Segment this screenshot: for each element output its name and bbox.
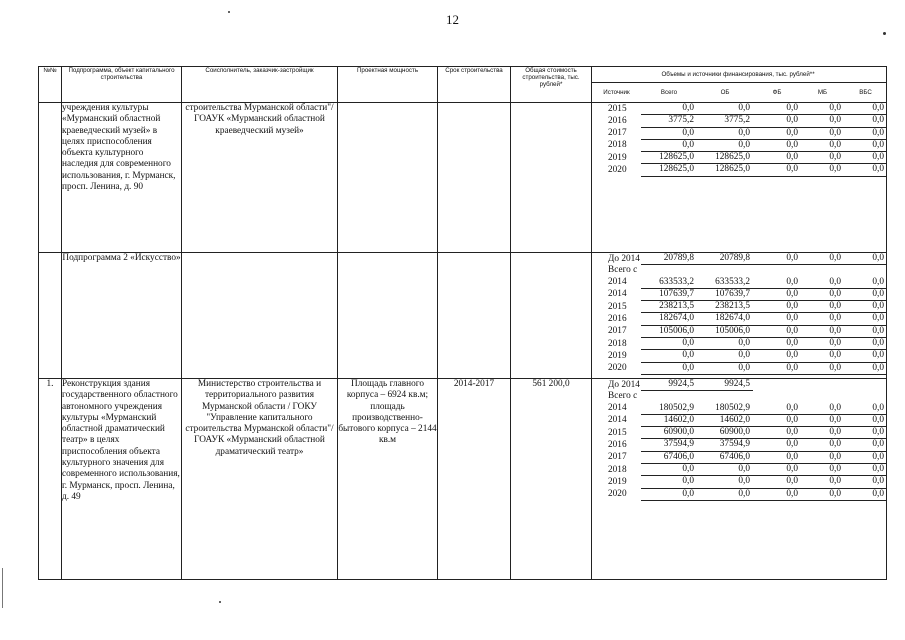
financing-value-cell: 0,0 [641, 464, 697, 476]
scan-speck [883, 32, 886, 35]
financing-value-cell: 0,0 [801, 277, 844, 289]
row-theatre-term: 2014-2017 [438, 379, 511, 580]
financing-value-cell [844, 391, 887, 403]
financing-value-cell: 0,0 [844, 313, 887, 325]
financing-value-cell: 633533,2 [697, 277, 753, 289]
financing-value-cell [641, 265, 697, 277]
financing-value-cell: 0,0 [801, 288, 844, 300]
financing-source-cell: Всего с [608, 391, 638, 402]
financing-value-cell: 105006,0 [697, 325, 753, 337]
financing-value-cell: 60900,0 [641, 427, 697, 439]
financing-value-cell [641, 391, 697, 403]
financing-value-cell: 0,0 [753, 164, 801, 176]
financing-value-cell: 0,0 [753, 350, 801, 362]
financing-source-cell: 2014 [608, 415, 627, 426]
financing-value-cell: 107639,7 [697, 288, 753, 300]
financing-value-cell: 0,0 [844, 164, 887, 176]
row-museum-num [39, 103, 62, 253]
financing-value-cell: 0,0 [801, 152, 844, 164]
financing-row [592, 379, 887, 391]
financing-value-cell [844, 265, 887, 277]
financing-value-cell: 0,0 [753, 464, 801, 476]
financing-value-cell: 0,0 [753, 115, 801, 127]
financing-row [592, 152, 887, 164]
row-subprogram-2 [39, 253, 887, 379]
financing-value-cell: 128625,0 [641, 164, 697, 176]
financing-source-cell: 2014 [608, 277, 627, 288]
financing-value-cell: 9924,5 [641, 379, 697, 391]
financing-source-cell: 2020 [608, 363, 627, 374]
financing-value-cell [801, 379, 844, 391]
financing-value-cell: 105006,0 [641, 325, 697, 337]
financing-value-cell: 0,0 [641, 127, 697, 139]
scan-speck [228, 11, 230, 13]
financing-value-cell: 0,0 [844, 414, 887, 426]
financing-row [592, 439, 887, 451]
financing-row [592, 127, 887, 139]
financing-row [592, 338, 887, 350]
financing-value-cell: 20789,8 [697, 253, 753, 265]
financing-source-cell: 2016 [608, 115, 627, 126]
header-financing [592, 67, 887, 103]
row-subprogram-2-num [39, 253, 62, 379]
financing-source-cell: 2020 [608, 164, 627, 175]
financing-source-cell: 2018 [608, 140, 627, 151]
financing-value-cell: 3775,2 [641, 115, 697, 127]
header-term: Срок строительства [438, 67, 511, 103]
financing-value-cell: 0,0 [801, 464, 844, 476]
row-museum-capacity [338, 103, 438, 253]
financing-value-cell: 0,0 [753, 103, 801, 115]
financing-value-cell: 0,0 [844, 253, 887, 265]
financing-value-cell: 0,0 [801, 439, 844, 451]
header-num: №№ [39, 67, 62, 103]
financing-value-cell: 0,0 [801, 338, 844, 350]
financing-value-cell: 0,0 [753, 288, 801, 300]
financing-value-cell: 0,0 [641, 338, 697, 350]
financing-row [592, 464, 887, 476]
header-cost: Общая стоимость строительства, тыс. рублей* [511, 67, 592, 103]
financing-value-cell: 0,0 [753, 403, 801, 415]
financing-value-cell: 0,0 [801, 164, 844, 176]
financing-value-cell: 20789,8 [641, 253, 697, 265]
financing-value-cell: 0,0 [801, 414, 844, 426]
financing-value-cell: 0,0 [801, 403, 844, 415]
financing-row [592, 427, 887, 439]
financing-value-cell: 180502,9 [697, 403, 753, 415]
financing-value-cell: 182674,0 [641, 313, 697, 325]
financing-value-cell: 0,0 [844, 403, 887, 415]
financing-value-cell: 0,0 [641, 103, 697, 115]
header-subprogram: Подпрограмма, объект капитального строительства [62, 67, 182, 103]
financing-value-cell: 9924,5 [697, 379, 753, 391]
financing-value-cell: 180502,9 [641, 403, 697, 415]
financing-source-cell: 2014 [608, 289, 627, 300]
financing-value-cell: 0,0 [641, 350, 697, 362]
financing-value-cell: 0,0 [641, 139, 697, 151]
financing-value-cell: 0,0 [753, 139, 801, 151]
financing-row [592, 391, 887, 403]
financing-source-cell: 2017 [608, 128, 627, 139]
financing-source-cell: 2019 [608, 350, 627, 361]
financing-value-cell: 0,0 [753, 476, 801, 488]
financing-value-cell: 0,0 [844, 427, 887, 439]
financing-value-cell: 0,0 [844, 350, 887, 362]
header-row [39, 67, 887, 103]
financing-row [592, 313, 887, 325]
financing-value-cell: 0,0 [753, 362, 801, 374]
financing-source-cell: 2019 [608, 152, 627, 163]
financing-source-cell: 2020 [608, 489, 627, 500]
subheader-cell: Источник [603, 89, 630, 97]
financing-value-cell [801, 265, 844, 277]
financing-row [592, 403, 887, 415]
financing-source-cell: 2015 [608, 301, 627, 312]
financing-value-cell: 0,0 [801, 103, 844, 115]
row-subprogram-2-cost [511, 253, 592, 379]
financing-value-cell: 0,0 [844, 325, 887, 337]
financing-value-cell: 0,0 [697, 488, 753, 500]
row-museum-financing [592, 103, 887, 253]
financing-value-cell: 0,0 [753, 325, 801, 337]
row-subprogram-2-term [438, 253, 511, 379]
financing-value-cell: 0,0 [844, 103, 887, 115]
page-number: 12 [446, 12, 459, 27]
financing-row [592, 476, 887, 488]
scan-edge-mark [2, 568, 3, 608]
financing-value-cell: 0,0 [753, 488, 801, 500]
financing-value-cell [753, 265, 801, 277]
subprogram-2-title: Подпрограмма 2 «Искусство» [62, 253, 182, 379]
financing-source-cell: 2018 [608, 338, 627, 349]
financing-row [592, 301, 887, 313]
financing-value-cell: 3775,2 [697, 115, 753, 127]
financing-value-cell: 67406,0 [697, 451, 753, 463]
financing-value-cell: 0,0 [801, 313, 844, 325]
financing-value-cell [844, 379, 887, 391]
financing-value-cell: 60900,0 [697, 427, 753, 439]
financing-source-cell: 2017 [608, 326, 627, 337]
subheader-cell: ФБ [772, 89, 782, 97]
financing-source-cell: 2015 [608, 103, 627, 114]
subheader-cell: ВБС [859, 89, 872, 97]
financing-value-cell: 0,0 [697, 362, 753, 374]
financing-value-cell: 37594,9 [641, 439, 697, 451]
financing-source-cell: 2014 [608, 403, 627, 414]
financing-value-cell: 128625,0 [641, 152, 697, 164]
header-volumes: Объемы и источники финансирования, тыс. рублей** [592, 67, 887, 83]
financing-value-cell: 0,0 [697, 338, 753, 350]
financing-value-cell: 0,0 [801, 362, 844, 374]
financing-value-cell: 14602,0 [641, 414, 697, 426]
financing-value-cell: 0,0 [844, 362, 887, 374]
financing-value-cell [697, 391, 753, 403]
financing-value-cell: 0,0 [753, 277, 801, 289]
financing-source-cell: До 2014 [608, 379, 640, 390]
financing-value-cell [753, 379, 801, 391]
financing-source-cell: 2017 [608, 452, 627, 463]
financing-value-cell: 0,0 [753, 301, 801, 313]
financing-value-cell: 0,0 [801, 115, 844, 127]
row-theatre-object: Реконструкция здания государственного областного автономного учреждения культуры «Мурманский областной драматический театр» в целях приспособления объекта культурного значения для современного использования, г. Мурманск, просп. Ленина, д. 49 [62, 379, 182, 580]
header-executor: Соисполнитель, заказчик-застройщик [182, 67, 338, 103]
financing-value-cell: 0,0 [844, 488, 887, 500]
financing-value-cell: 0,0 [844, 439, 887, 451]
row-museum-cost [511, 103, 592, 253]
financing-value-cell: 0,0 [697, 464, 753, 476]
financing-value-cell: 0,0 [697, 139, 753, 151]
subheader-cell: ОБ [720, 89, 730, 97]
financing-value-cell: 0,0 [753, 451, 801, 463]
financing-value-cell: 0,0 [801, 427, 844, 439]
financing-value-cell: 0,0 [753, 152, 801, 164]
row-museum [39, 103, 887, 253]
financing-value-cell: 0,0 [844, 451, 887, 463]
financing-row [592, 325, 887, 337]
financing-row [592, 277, 887, 289]
financing-value-cell: 107639,7 [641, 288, 697, 300]
subheader-cell: МБ [817, 89, 828, 97]
financing-row [592, 451, 887, 463]
financing-value-cell: 0,0 [844, 115, 887, 127]
financing-value-cell [753, 391, 801, 403]
subheader-cell: Всего [660, 89, 678, 97]
row-theatre [39, 379, 887, 580]
financing-value-cell: 0,0 [641, 488, 697, 500]
financing-value-cell: 0,0 [801, 301, 844, 313]
financing-row [592, 288, 887, 300]
financing-value-cell: 0,0 [801, 350, 844, 362]
financing-value-cell [697, 265, 753, 277]
financing-value-cell: 67406,0 [641, 451, 697, 463]
scan-speck [219, 601, 221, 603]
financing-value-cell: 0,0 [697, 127, 753, 139]
financing-row [592, 115, 887, 127]
financing-value-cell: 238213,5 [697, 301, 753, 313]
financing-value-cell: 14602,0 [697, 414, 753, 426]
financing-value-cell: 0,0 [753, 439, 801, 451]
financing-value-cell: 0,0 [753, 338, 801, 350]
financing-row [592, 350, 887, 362]
row-subprogram-2-capacity [338, 253, 438, 379]
financing-value-cell: 0,0 [753, 414, 801, 426]
row-theatre-num: 1. [39, 379, 62, 580]
financing-value-cell: 0,0 [801, 127, 844, 139]
financing-value-cell: 0,0 [844, 152, 887, 164]
row-theatre-capacity: Площадь главного корпуса – 6924 кв.м; площадь производственно-бытового корпуса – 2144 кв.м [338, 379, 438, 580]
financing-row [592, 362, 887, 374]
financing-value-cell: 0,0 [801, 476, 844, 488]
header-capacity: Проектная мощность [338, 67, 438, 103]
financing-value-cell: 0,0 [697, 350, 753, 362]
financing-value-cell: 182674,0 [697, 313, 753, 325]
financing-source-cell: 2018 [608, 464, 627, 475]
financing-value-cell: 0,0 [844, 464, 887, 476]
financing-value-cell: 0,0 [801, 488, 844, 500]
row-museum-object: учреждения культуры «Мурманский областной краеведческий музей» в целях приспособления объекта культурного наследия для современного использования, г. Мурманск, просп. Ленина, д. 90 [62, 103, 182, 253]
financing-row [592, 103, 887, 115]
financing-value-cell: 0,0 [844, 338, 887, 350]
financing-source-cell: 2019 [608, 476, 627, 487]
financing-row [592, 139, 887, 151]
financing-row [592, 265, 887, 277]
row-museum-term [438, 103, 511, 253]
financing-value-cell [801, 391, 844, 403]
financing-value-cell: 633533,2 [641, 277, 697, 289]
financing-value-cell: 0,0 [844, 277, 887, 289]
financing-table [38, 66, 887, 580]
financing-value-cell: 0,0 [844, 139, 887, 151]
row-subprogram-2-financing [592, 253, 887, 379]
financing-value-cell: 0,0 [641, 476, 697, 488]
financing-source-cell: До 2014 [608, 253, 640, 264]
row-theatre-financing [592, 379, 887, 580]
financing-value-cell: 0,0 [844, 127, 887, 139]
financing-value-cell: 0,0 [753, 313, 801, 325]
financing-value-cell: 0,0 [844, 288, 887, 300]
financing-value-cell: 238213,5 [641, 301, 697, 313]
financing-source-cell: 2016 [608, 439, 627, 450]
financing-value-cell: 0,0 [753, 127, 801, 139]
row-museum-executor: строительства Мурманской области"/ГОАУК «Мурманский областной краеведческий музей» [182, 103, 338, 253]
financing-value-cell: 0,0 [697, 103, 753, 115]
financing-value-cell: 0,0 [641, 362, 697, 374]
financing-source-cell: 2016 [608, 313, 627, 324]
row-theatre-executor: Министерство строительства и территориального развития Мурманской области / ГОКУ "Управление капитального строительства Мурманской области"/ГОАУК «Мурманский областной драматический театр» [182, 379, 338, 580]
financing-value-cell: 0,0 [844, 476, 887, 488]
financing-value-cell: 0,0 [801, 253, 844, 265]
financing-row [592, 253, 887, 265]
financing-value-cell: 128625,0 [697, 164, 753, 176]
financing-value-cell: 0,0 [844, 301, 887, 313]
financing-value-cell: 37594,9 [697, 439, 753, 451]
financing-value-cell: 128625,0 [697, 152, 753, 164]
row-subprogram-2-executor [182, 253, 338, 379]
financing-row [592, 414, 887, 426]
financing-value-cell: 0,0 [753, 427, 801, 439]
financing-row [592, 164, 887, 176]
financing-value-cell: 0,0 [801, 325, 844, 337]
financing-value-cell: 0,0 [753, 253, 801, 265]
row-theatre-cost: 561 200,0 [511, 379, 592, 580]
financing-value-cell: 0,0 [801, 451, 844, 463]
financing-value-cell: 0,0 [801, 139, 844, 151]
financing-source-cell: Всего с [608, 265, 638, 276]
financing-row [592, 488, 887, 500]
financing-source-cell: 2015 [608, 427, 627, 438]
financing-value-cell: 0,0 [697, 476, 753, 488]
